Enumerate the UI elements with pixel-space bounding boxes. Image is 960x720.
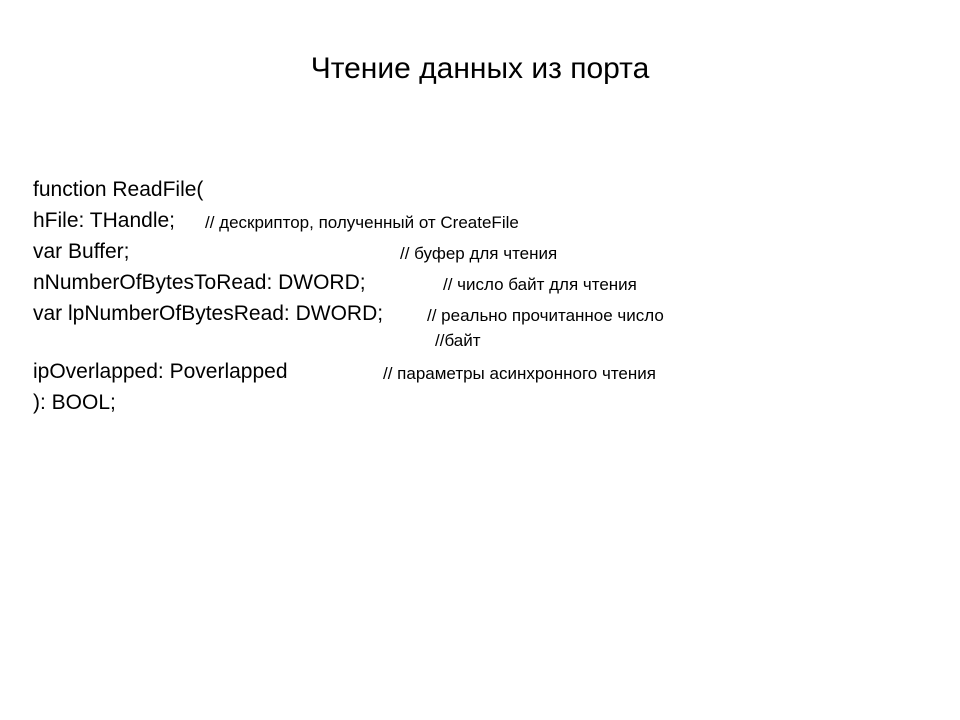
code-text: var Buffer; (33, 240, 130, 263)
code-comment: // буфер для чтения (400, 244, 558, 263)
code-line-return (33, 387, 933, 418)
code-text: ipOverlapped: Poverlapped (33, 360, 288, 383)
code-text: ): BOOL; (33, 391, 116, 414)
code-line-bytes-read (33, 298, 933, 329)
code-comment: // параметры асинхронного чтения (383, 364, 656, 383)
code-line-bytes-continuation (33, 329, 933, 356)
code-line-bytes-to-read (33, 267, 933, 298)
code-line-function (33, 174, 933, 205)
code-comment: // дескриптор, полученный от CreateFile (205, 213, 519, 232)
code-text: hFile: THandle; (33, 209, 176, 232)
code-block (33, 174, 933, 418)
code-comment: //байт (435, 331, 481, 350)
code-comment: // число байт для чтения (443, 275, 637, 294)
code-text: var lpNumberOfBytesRead: DWORD; (33, 302, 384, 325)
code-line-overlapped (33, 356, 933, 387)
code-text: function ReadFile( (33, 178, 204, 201)
code-line-buffer (33, 236, 933, 267)
code-line-hfile (33, 205, 933, 236)
code-text: nNumberOfBytesToRead: DWORD; (33, 271, 366, 294)
code-comment: // реально прочитанное число (427, 306, 664, 325)
slide-title: Чтение данных из порта (310, 52, 650, 85)
